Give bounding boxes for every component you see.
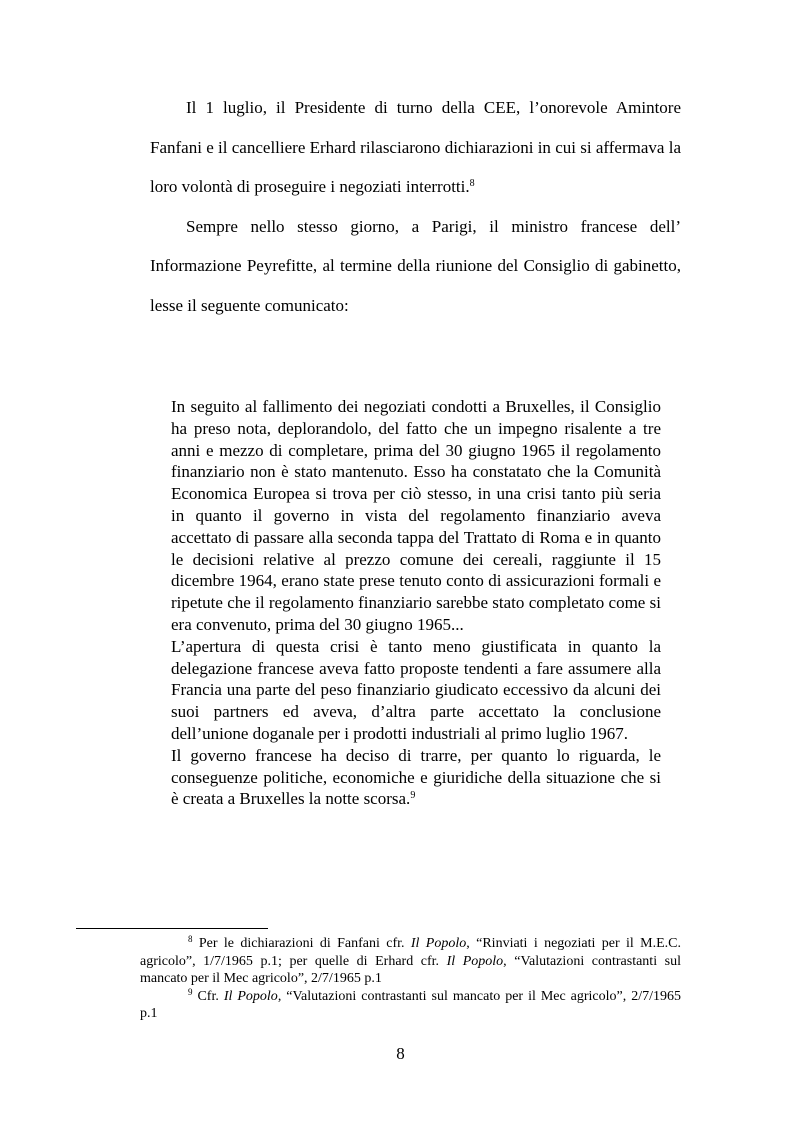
page-number: 8 [396,1044,405,1063]
block-quote [171,396,661,810]
source-title: Il Popolo [410,936,467,951]
source-title: Il Popolo [446,953,504,969]
quote-paragraph-2: L’apertura di questa crisi è tanto meno giustificata in quanto la delegazione francese aveva fatto proposte tendenti a fare assumere alla Francia una parte del peso finanziario giudicato eccessivo da alcuni dei suoi partners ed aveva, d’altra parte accettato la conclusione dell’unione doganale per i prodotti industriali al primo luglio 1967. [171,636,661,743]
footnote-number: 9 [188,986,193,997]
footnote-separator [76,928,268,929]
source-title: Il Popolo [223,988,278,1004]
paragraph-1: Il 1 luglio, il Presidente di turno della CEE, l’onorevole Amintore Fanfani e il cancelliere Erhard rilasciarono dichiarazioni in cui si affermava la loro volontà di proseguire i negoziati interrotti.$^8$ [150,98,681,196]
footnote-9: $^9$ Cfr. Il Popolo, “Valutazioni contrastanti sul mancato per il Mec agricolo”, 2/7/1965 p.1 [140,986,682,1021]
footnote-ref-8[interactable]: 8 [469,178,475,189]
footnote-number: 8 [188,934,193,944]
paragraph-2: Sempre nello stesso giorno, a Parigi, il ministro francese dell’ Informazione Peyrefitte, al termine della riunione del Consiglio di gabinetto, lesse il seguente comunicato: [150,216,681,315]
footnote-ref-9[interactable]: 9 [410,790,416,802]
quote-paragraph-1: In seguito al fallimento dei negoziati condotti a Bruxelles, il Consiglio ha preso nota, deplorandolo, del fatto che un impegno risalente a tre anni e mezzo di completare, prima del 30 giugno 1965 il regolamento finanziario non è stato mantenuto. Esso ha constatato che la Comunità Economica Europea si trova per ciò stesso, in una crisi tanto più seria in quanto il governo in vista del regolamento finanziario aveva accettato di passare alla seconda tappa del Trattato di Roma e in quanto le decisioni relative al prezzo comune dei cereali, raggiunte il 15 dicembre 1964, erano state prese tenuto conto di assicurazioni formali e ripetute che il regolamento finanziario sarebbe stato completato come si era convenuto, prima del 30 giugno 1965... [171,397,661,634]
quote-paragraph-3: Il governo francese ha deciso di trarre, per quanto lo riguarda, le conseguenze politiche, economiche e giuridiche della situazione che si è creata a Bruxelles la notte scorsa.$^9$ [171,745,661,809]
footnote-8: $^8$ Per le dichiarazioni di Fanfani cfr. Il Popolo, “Rinviati i negoziati per il M.E.C. agricolo”, 1/7/1965 p.1; per quelle di Erhard cfr. Il Popolo, “Valutazioni contrastanti sul mancato per il Mec agricolo”, 2/7/1965 p.1 [140,934,681,986]
footnotes [140,935,681,1023]
body-text [150,88,681,325]
